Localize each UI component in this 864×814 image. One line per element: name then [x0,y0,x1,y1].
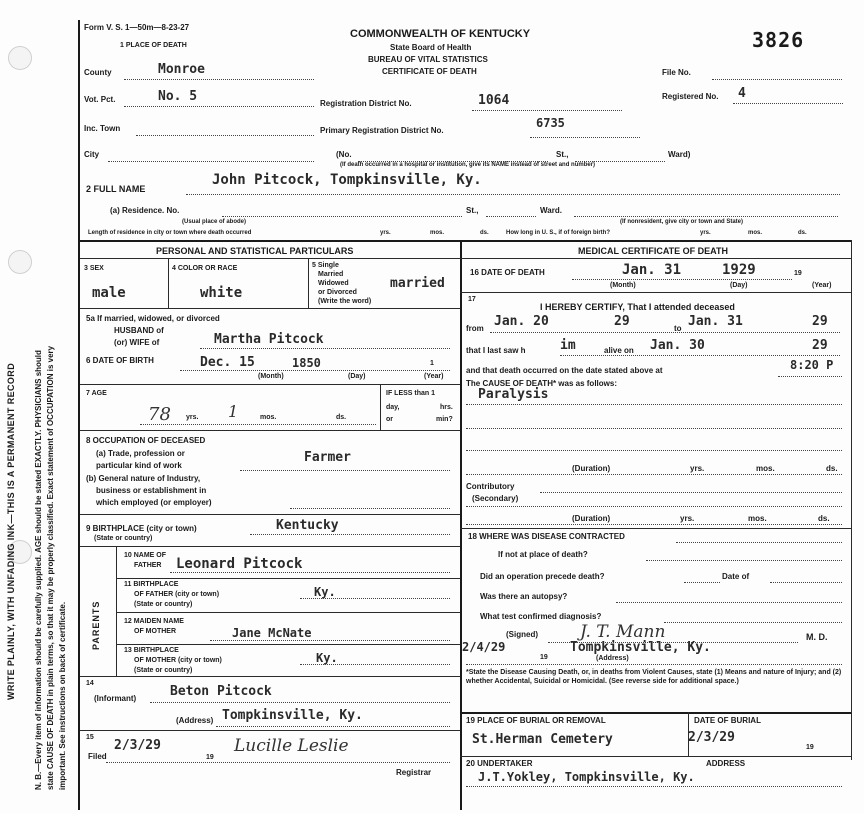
date-of-death-label: 16 DATE OF DEATH [470,268,545,277]
physician-address-label: (Address) [596,655,629,662]
occupation-b3: which employed (or employer) [96,498,212,507]
registration-district-value: 1064 [478,93,510,108]
md-label: M. D. [806,632,828,642]
mother-name-value: Jane McNate [232,626,312,640]
physician-address-value: Tompkinsville, Ky. [570,640,711,655]
ward-label: Ward) [668,150,691,159]
father-birthplace-label-2: OF FATHER (city or town) [134,591,220,598]
burial-date-value: 2/3/29 [688,730,735,745]
duration-label-2: (Duration) [572,514,611,523]
cause-value: Paralysis [478,387,549,402]
birthplace-label: 9 BIRTHPLACE (city or town) [86,524,197,533]
dob-label: 6 DATE OF BIRTH [86,356,154,365]
undertaker-address-label: ADDRESS [706,759,746,768]
father-state-label: (State or country) [134,601,193,608]
undertaker-label: 20 UNDERTAKER [466,759,533,768]
color-label: 4 COLOR OR RACE [172,265,238,272]
burial-19-label: 19 [806,744,814,751]
hrs-label: hrs. [440,404,453,411]
footnote: *State the Disease Causing Death, or, in deaths from Violent Causes, state (1) Means and nature of Injury; and (2) whether Accidental, Suicidal or Homicidal. (See reverse side for additional space.) [466,669,842,685]
attended-to-value: Jan. 31 [688,314,743,329]
registrar-signature: Lucille Leslie [234,736,349,756]
color-value: white [200,285,243,301]
dob-month-label: (Month) [258,373,284,380]
age-ds-label: ds. [336,414,347,421]
certify-number: 17 [468,296,476,303]
attended-from-value: Jan. 20 [494,314,549,329]
margin-instruction: state CAUSE OF DEATH in plain terms, so that it may be properly classified. Exact statement of OCCUPATION is very [46,345,55,790]
street-no-label: (No. [336,150,352,159]
residence-yrs: yrs. [380,230,391,236]
test-label: What test confirmed diagnosis? [480,612,602,621]
physician-signature: J. T. Mann [580,622,666,642]
birthplace-state-label: (State or country) [94,535,153,542]
marital-label: Married [318,271,344,278]
marital-label: (Write the word) [318,298,372,305]
city-label: City [84,150,100,159]
father-name-label: 10 NAME OF [124,552,167,559]
mother-state-label: (State or country) [134,667,193,674]
form-border-left [78,20,80,810]
sex-value: male [92,285,126,301]
certificate-number: 3826 [752,28,805,52]
occupation-b1: (b) General nature of Industry, [86,474,201,483]
personal-header: PERSONAL AND STATISTICAL PARTICULARS [156,246,354,256]
dob-day-label: (Day) [348,373,366,380]
registered-no-label: Registered No. [662,92,719,101]
us-ds: ds. [798,230,807,236]
residence-ward-label: Ward. [540,206,562,215]
duration-label: (Duration) [572,464,611,473]
cause-label: The CAUSE OF DEATH* was as follows: [466,379,617,388]
bureau-title: BUREAU OF VITAL STATISTICS [368,55,488,64]
alive-on-label: alive on [604,346,634,355]
registered-no-value: 4 [738,86,746,101]
age-mos-label: mos. [260,414,277,421]
father-name-value: Leonard Pitcock [176,556,303,572]
mother-birthplace-value: Ky. [316,651,338,665]
punch-hole [8,46,32,70]
signed-19-label: 19 [540,654,548,661]
wife-of-label: (or) WIFE of [114,338,160,347]
death-19: 19 [794,270,802,277]
marital-label: or Divorced [318,289,357,296]
informant-value: Beton Pitcock [170,684,272,699]
filed-number: 15 [86,734,94,741]
operation-label: Did an operation precede death? [480,572,605,581]
occupation-b2: business or establishment in [96,486,207,495]
registrar-label: Registrar [396,768,432,777]
spouse-value: Martha Pitcock [214,332,324,347]
occupation-value: Farmer [304,450,351,465]
residence-mos: mos. [430,230,445,236]
filed-19-label: 19 [206,754,214,761]
undertaker-value: J.T.Yokley, Tompkinsville, Ky. [478,770,695,784]
primary-district-label: Primary Registration District No. [320,126,444,135]
residence-street-label: St., [466,206,479,215]
us-yrs: yrs. [700,230,711,236]
margin-instruction: N. B.—Every item of information should be carefully supplied. AGE should be stated EXACTLY. PHYSICIANS should [34,350,43,790]
certificate-title: CERTIFICATE OF DEATH [382,67,477,76]
father-birthplace-label: 11 BIRTHPLACE [124,581,179,588]
punch-hole [8,250,32,274]
informant-address-value: Tompkinsville, Ky. [222,708,363,723]
residence-ds: ds. [480,230,489,236]
full-name-value: John Pitcock, Tompkinsville, Ky. [212,172,482,188]
death-date-value: Jan. 31 [622,262,682,278]
form-border-right [851,240,852,760]
certify-statement: I HEREBY CERTIFY, That I attended deceased [540,302,735,312]
inc-town-label: Inc. Town [84,124,121,133]
vot-pct-label: Vot. Pct. [84,95,116,104]
usual-abode-note: (Usual place of abode) [182,219,247,225]
occupation-a1: (a) Trade, profession or [96,449,185,458]
sex-label: 3 SEX [84,265,104,272]
mother-name-label-2: OF MOTHER [134,628,176,635]
duration-ds: ds. [826,464,838,473]
mother-birthplace-label: 13 BIRTHPLACE [124,647,179,654]
county-value: Monroe [158,62,205,77]
alive-year-value: 29 [812,338,828,353]
place-of-death-header: 1 PLACE OF DEATH [120,42,187,49]
section-divider [80,240,852,242]
death-year-value: 1929 [722,262,756,278]
not-at-place-label: If not at place of death? [498,550,588,559]
autopsy-label: Was there an autopsy? [480,592,568,601]
how-long-label: How long in U. S., if of foreign birth? [506,230,610,236]
date-of-label: Date of [722,572,750,581]
board-of-health: State Board of Health [390,43,472,52]
last-saw-label: that I last saw h [466,346,526,355]
primary-district-value: 6735 [536,116,565,130]
duration-ds-2: ds. [818,514,830,523]
street-label: St., [556,150,569,159]
date-burial-label: DATE OF BURIAL [694,716,761,725]
duration-mos-2: mos. [748,514,767,523]
alive-on-value: Jan. 30 [650,338,705,353]
age-yrs-label: yrs. [186,414,199,421]
married-line-label: 5a If married, widowed, or divorced [86,314,220,323]
column-divider [460,240,462,810]
burial-label: 19 PLACE OF BURIAL OR REMOVAL [466,716,606,725]
county-label: County [84,68,112,77]
attended-from-year: 29 [614,314,630,329]
margin-instruction: important. See instructions on back of certificate. [58,601,67,790]
contributory-label: Contributory [466,482,515,491]
last-saw-suffix: im [560,338,576,353]
to-label: to [674,324,682,333]
residence-label: (a) Residence. No. [110,206,180,215]
burial-place-value: St.Herman Cemetery [472,732,613,747]
birthplace-value: Kentucky [276,518,339,533]
if-less-label: IF LESS than 1 [386,390,436,397]
nonresident-note: (If nonresident, give city or town and State) [620,219,744,225]
age-years-value: 78 [148,404,171,425]
informant-label: (Informant) [94,694,137,703]
occupation-a2: particular kind of work [96,461,182,470]
age-months-value: 1 [228,402,239,421]
min-label: min? [436,416,453,423]
death-year-label: (Year) [812,282,832,289]
death-month-label: (Month) [610,282,636,289]
file-no-label: File No. [662,68,691,77]
occupation-label: 8 OCCUPATION OF DECEASED [86,436,206,445]
dob-year: 1850 [292,356,321,370]
marital-value: married [390,276,445,291]
duration-yrs: yrs. [690,464,705,473]
death-day-label: (Day) [730,282,748,289]
attended-to-year: 29 [812,314,828,329]
full-name-label: 2 FULL NAME [86,184,146,194]
us-mos: mos. [748,230,763,236]
mother-name-label: 12 MAIDEN NAME [124,618,184,625]
or-label: or [386,416,393,423]
informant-number: 14 [86,680,94,687]
marital-label: 5 Single [312,262,339,269]
write-plainly-warning: WRITE PLAINLY, WITH UNFADING INK—THIS IS A PERMANENT RECORD [6,362,16,700]
hospital-note: (If death occurred in a hospital or institution, give its NAME instead of street and number) [340,162,596,168]
parents-label: PARENTS [91,600,101,650]
from-label: from [466,324,484,333]
mother-birthplace-label-2: OF MOTHER (city or town) [134,657,222,664]
registration-district-label: Registration District No. [320,99,412,108]
length-residence-label: Length of residence in city or town where death occurred [88,230,252,236]
dob-month-day: Dec. 15 [200,355,255,370]
signed-date-value: 2/4/29 [462,640,506,654]
medical-header: MEDICAL CERTIFICATE OF DEATH [578,246,728,256]
where-disease-label: 18 WHERE WAS DISEASE CONTRACTED [468,532,625,541]
duration-yrs-2: yrs. [680,514,695,523]
form-number: Form V. S. 1—50m—8-23-27 [84,23,190,32]
dob-tick: 1 [430,360,434,367]
filed-label: Filed [88,752,107,761]
father-birthplace-value: Ky. [314,585,336,599]
death-time-value: 8:20 P [790,358,834,372]
commonwealth-title: COMMONWEALTH OF KENTUCKY [350,28,531,40]
father-name-label-2: FATHER [134,562,162,569]
signed-label: (Signed) [506,630,538,639]
marital-label: Widowed [318,280,349,287]
age-label: 7 AGE [86,390,107,397]
husband-of-label: HUSBAND of [114,326,164,335]
day-short-label: day, [386,404,400,411]
secondary-label: (Secondary) [472,494,519,503]
informant-address-label: (Address) [176,716,214,725]
vot-pct-value: No. 5 [158,89,198,104]
filed-date-value: 2/3/29 [114,738,161,753]
death-occurred-label: and that death occurred on the date stated above at [466,366,663,375]
dob-year-label: (Year) [424,373,444,380]
duration-mos: mos. [756,464,775,473]
